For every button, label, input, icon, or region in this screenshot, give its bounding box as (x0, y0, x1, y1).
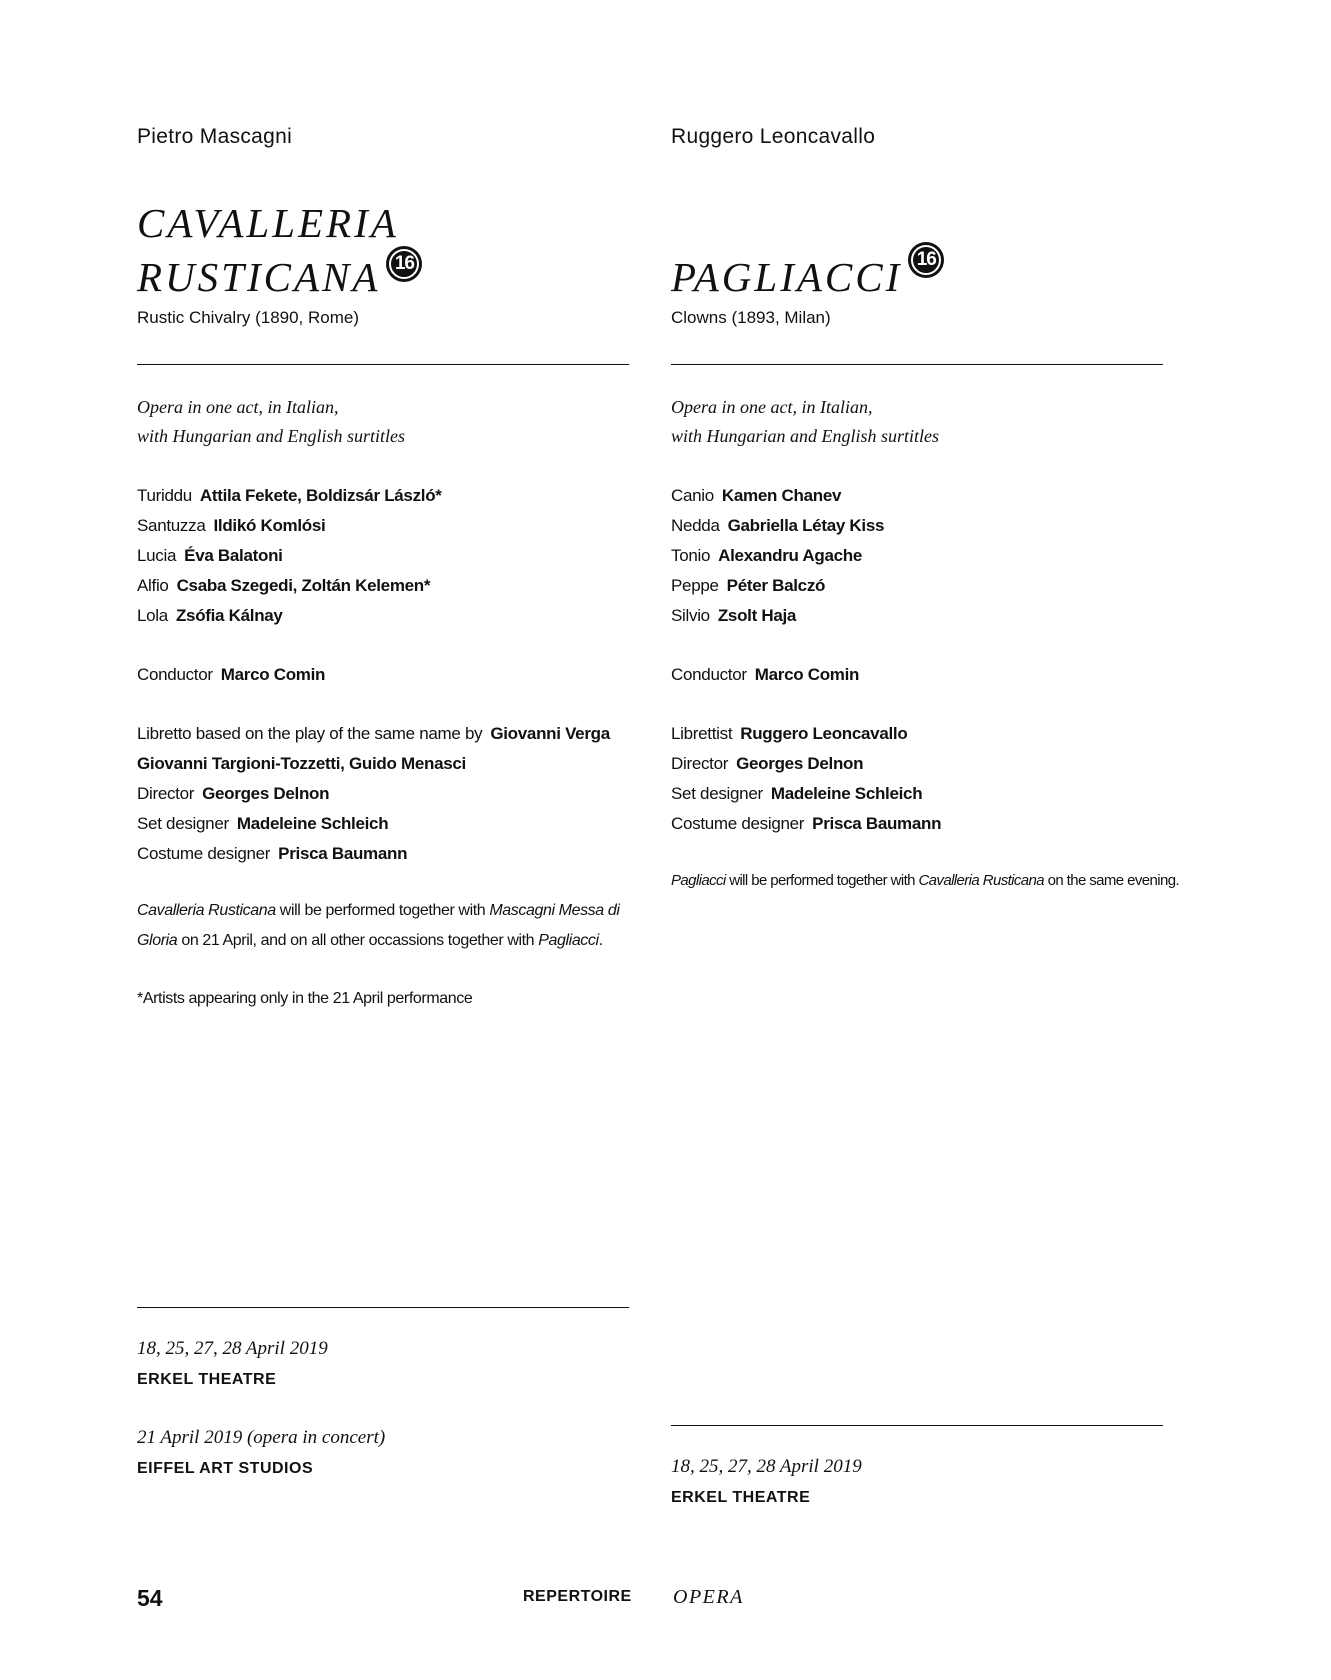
cast-list (671, 481, 884, 631)
libretto-row-2 (137, 749, 610, 779)
artist-name: Alexandru Agache (718, 546, 862, 565)
artist-name: Giovanni Targioni-Tozzetti, Guido Menasci (137, 754, 466, 773)
artist-name: Madeleine Schleich (236, 814, 389, 833)
opera-title (671, 250, 944, 304)
description-line: Opera in one act, in Italian, (671, 397, 873, 417)
crew-row (671, 749, 941, 779)
cast-row (671, 481, 884, 511)
role-label: Libretto based on the play of the same name by (137, 724, 483, 743)
cast-row (137, 541, 442, 571)
note-text: will be performed together with (275, 902, 490, 919)
category-label: OPERA (673, 1586, 744, 1608)
opera-title (137, 196, 422, 304)
role-label: Set designer (137, 814, 229, 833)
role-label: Alfio (137, 576, 169, 595)
performance-dates: 18, 25, 27, 28 April 2019 (671, 1456, 862, 1477)
opera-subtitle: Rustic Chivalry (1890, Rome) (137, 308, 360, 327)
description (671, 393, 939, 451)
crew-list (137, 719, 610, 869)
role-label: Director (137, 784, 195, 803)
cast-row (137, 601, 442, 631)
crew-row (671, 719, 941, 749)
libretto-row (137, 719, 610, 749)
artist-name: Zsolt Haja (717, 606, 797, 625)
artist-name: Éva Balatoni (184, 546, 283, 565)
artist-name: Georges Delnon (736, 754, 864, 773)
artist-name: Péter Balczó (726, 576, 826, 595)
note-italic: Cavalleria Rusticana (918, 872, 1045, 889)
artist-name: Ruggero Leoncavallo (740, 724, 908, 743)
role-label: Nedda (671, 516, 720, 535)
artist-name: Attila Fekete, Boldizsár László* (199, 486, 442, 505)
cast-row (671, 571, 884, 601)
artist-name: Prisca Baumann (278, 844, 408, 863)
venue-name: EIFFEL ART STUDIOS (137, 1460, 314, 1477)
description-line: with Hungarian and English surtitles (137, 426, 406, 446)
performance-dates: 21 April 2019 (opera in concert) (137, 1427, 386, 1448)
divider (137, 1307, 629, 1308)
cast-row (671, 601, 884, 631)
title-text: PAGLIACCI (671, 254, 903, 300)
artist-name: Prisca Baumann (812, 814, 942, 833)
age-rating-badge-icon (908, 242, 944, 278)
note-text: . (598, 932, 603, 949)
role-label: Costume designer (671, 814, 805, 833)
artist-name: Zsófia Kálnay (175, 606, 283, 625)
artist-name: Giovanni Verga (490, 724, 610, 743)
divider (671, 364, 1163, 365)
artist-name: Gabriella Létay Kiss (727, 516, 885, 535)
role-label: Tonio (671, 546, 711, 565)
age-rating-text: 16 (916, 249, 936, 270)
artist-name: Georges Delnon (202, 784, 330, 803)
opera-subtitle: Clowns (1893, Milan) (671, 308, 831, 327)
conductor-row (671, 660, 859, 690)
age-rating-badge-icon (386, 246, 422, 282)
note-italic: Cavalleria Rusticana (137, 902, 276, 919)
crew-list (671, 719, 941, 839)
artist-name: Csaba Szegedi, Zoltán Kelemen* (176, 576, 431, 595)
note-italic: Pagliacci (538, 932, 599, 949)
role-label: Conductor (137, 665, 213, 684)
section-label: REPERTOIRE (523, 1588, 632, 1605)
composer-name: Pietro Mascagni (137, 125, 293, 148)
conductor-row (137, 660, 325, 690)
crew-row (671, 779, 941, 809)
artist-name: Madeleine Schleich (770, 784, 923, 803)
role-label: Costume designer (137, 844, 271, 863)
crew-row (137, 809, 610, 839)
venue-name: ERKEL THEATRE (137, 1371, 277, 1388)
role-label: Silvio (671, 606, 710, 625)
cast-row (137, 481, 442, 511)
role-label: Conductor (671, 665, 747, 684)
artist-name: Ildikó Komlósi (213, 516, 326, 535)
page-number: 54 (137, 1585, 163, 1611)
role-label: Lola (137, 606, 168, 625)
role-label: Peppe (671, 576, 719, 595)
role-label: Set designer (671, 784, 763, 803)
cast-list (137, 481, 442, 631)
artist-name: Marco Comin (220, 665, 326, 684)
divider (671, 1425, 1163, 1426)
title-line-2 (137, 250, 422, 304)
cast-row (137, 511, 442, 541)
venue-name: ERKEL THEATRE (671, 1489, 811, 1506)
performance-dates: 18, 25, 27, 28 April 2019 (137, 1338, 328, 1359)
artist-name: Marco Comin (754, 665, 860, 684)
role-label: Director (671, 754, 729, 773)
note-italic: Pagliacci (671, 872, 726, 889)
performance-note (137, 896, 629, 956)
footnote: *Artists appearing only in the 21 April performance (137, 990, 473, 1007)
description-line: Opera in one act, in Italian, (137, 397, 339, 417)
role-label: Lucia (137, 546, 177, 565)
divider (137, 364, 629, 365)
cast-row (671, 511, 884, 541)
age-rating-text: 16 (394, 253, 414, 274)
role-label: Turiddu (137, 486, 192, 505)
note-text: will be performed together with (725, 872, 919, 889)
cast-row (671, 541, 884, 571)
crew-row (137, 779, 610, 809)
note-text: on 21 April, and on all other occassions together with (177, 932, 539, 949)
composer-name: Ruggero Leoncavallo (671, 125, 876, 148)
role-label: Librettist (671, 724, 733, 743)
cast-row (137, 571, 442, 601)
title-line-2-text: RUSTICANA (137, 254, 381, 300)
performance-note (671, 866, 1179, 896)
description-line: with Hungarian and English surtitles (671, 426, 940, 446)
note-italic: Gloria (137, 932, 178, 949)
role-label: Santuzza (137, 516, 206, 535)
title-line-1: CAVALLERIA (137, 200, 399, 246)
artist-name: Kamen Chanev (721, 486, 842, 505)
note-text: on the same evening. (1044, 872, 1180, 889)
note-italic: Mascagni Messa di (489, 902, 620, 919)
crew-row (671, 809, 941, 839)
crew-row (137, 839, 610, 869)
description (137, 393, 405, 451)
role-label: Canio (671, 486, 714, 505)
